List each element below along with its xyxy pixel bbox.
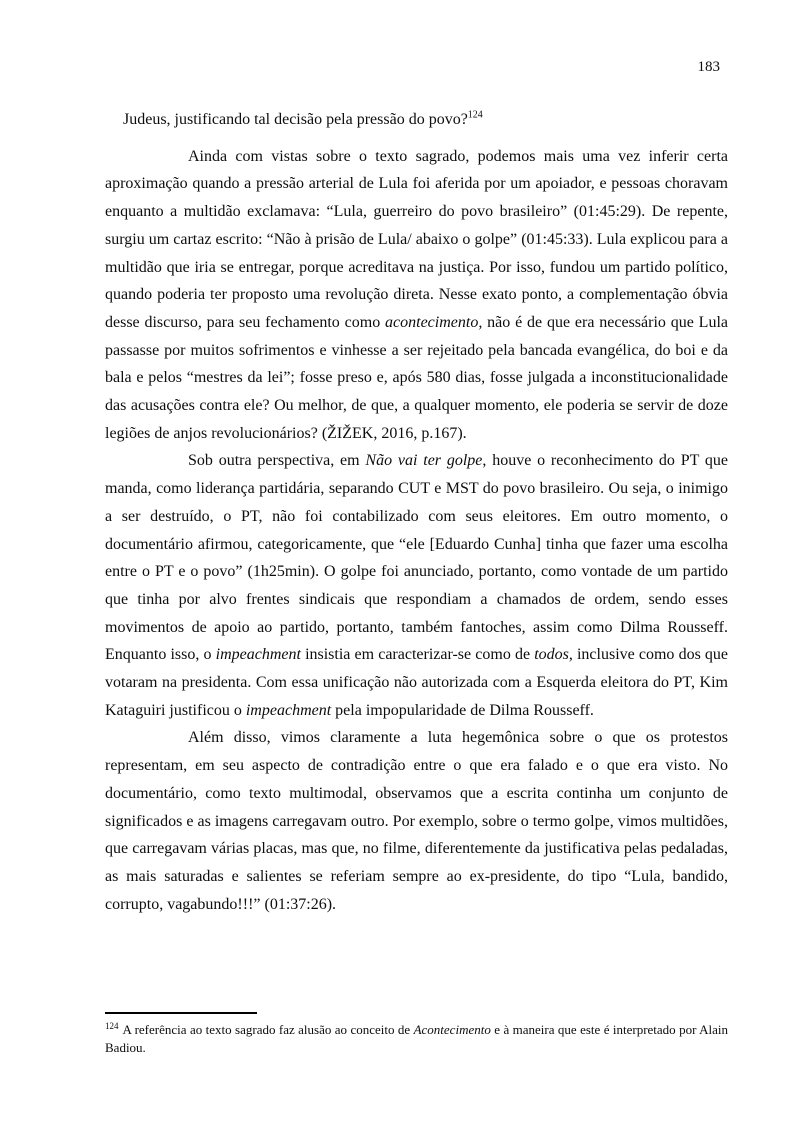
intro-line xyxy=(105,106,728,134)
footnote-ref-marker: 124 xyxy=(467,109,483,121)
footnote xyxy=(105,1021,728,1057)
footnote-separator-rule xyxy=(105,1012,257,1014)
intro-line-text: Judeus, justificando tal decisão pela pressão do povo? xyxy=(123,111,468,128)
paragraph-1: Ainda com vistas sobre o texto sagrado, podemos mais uma vez inferir certa aproximação quando a pressão arterial de Lula foi aferida por um apoiador, e pessoas choravam enquanto a multidão exclamava: “Lula, guerreiro do povo brasileiro” (01:45:29). De repente, surgiu um cartaz escrito: “Não à prisão de Lula/ abaixo o golpe” (01:45:33). Lula explicou para a multidão que iria se entregar, porque acreditava na justiça. Por isso, fundou um partido político, quando poderia ter proposto uma revolução direta. Nesse exato ponto, a complementação óbvia desse discurso, para seu fechamento como acontecimento, não é de que era necessário que Lula passasse por muitos sofrimentos e vinhesse a ser rejeitado pela bancada evangélica, do boi e da bala e pelos “mestres da lei”; fosse preso e, após 580 dias, fosse julgada a inconstitucionalidade das acusações contra ele? Ou melhor, de que, a qualquer momento, ele poderia se servir de doze legiões de anjos revolucionários? (ŽIŽEK, 2016, p.167). xyxy=(105,147,728,442)
footnote-number: 124 xyxy=(105,1020,119,1031)
footnote-text: A referência ao texto sagrado faz alusão ao conceito de Acontecimento e à maneira que este é interpretado por Alain Badiou. xyxy=(105,1022,729,1055)
footnote-area xyxy=(105,1012,728,1057)
page-content xyxy=(105,106,728,918)
page-number: 183 xyxy=(697,59,720,75)
paragraph-2: Sob outra perspectiva, em Não vai ter golpe, houve o reconhecimento do PT que manda, como liderança partidária, separando CUT e MST do povo brasileiro. Ou seja, o inimigo a ser destruído, o PT, não foi contabilizado com seus eleitores. Em outro momento, o documentário afirmou, categoricamente, que “ele [Eduardo Cunha] tinha que fazer uma escolha entre o PT e o povo” (1h25min). O golpe foi anunciado, portanto, como vontade de um partido que tinha por alvo frentes sindicais que respondiam a chamados de ordem, sendo esses movimentos de apoio ao partido, portanto, também fantoches, assim como Dilma Rousseff. Enquanto isso, o impeachment insistia em caracterizar-se como de todos, inclusive como dos que votaram na presidenta. Com essa unificação não autorizada com a Esquerda eleitora do PT, Kim Kataguiri justificou o impeachment pela impopularidade de Dilma Rousseff. xyxy=(105,452,729,719)
paragraph-3: Além disso, vimos claramente a luta hegemônica sobre o que os protestos representam, em seu aspecto de contradição entre o que era falado e o que era visto. No documentário, como texto multimodal, observamos que a escrita continha um conjunto de significados e as imagens carregavam outro. Por exemplo, sobre o termo golpe, vimos multidões, que carregavam várias placas, mas que, no filme, diferentemente da justificativa pelas pedaladas, as mais saturadas e salientes se referiam sempre ao ex-presidente, do tipo “Lula, bandido, corrupto, vagabundo!!!” (01:37:26). xyxy=(105,729,728,913)
